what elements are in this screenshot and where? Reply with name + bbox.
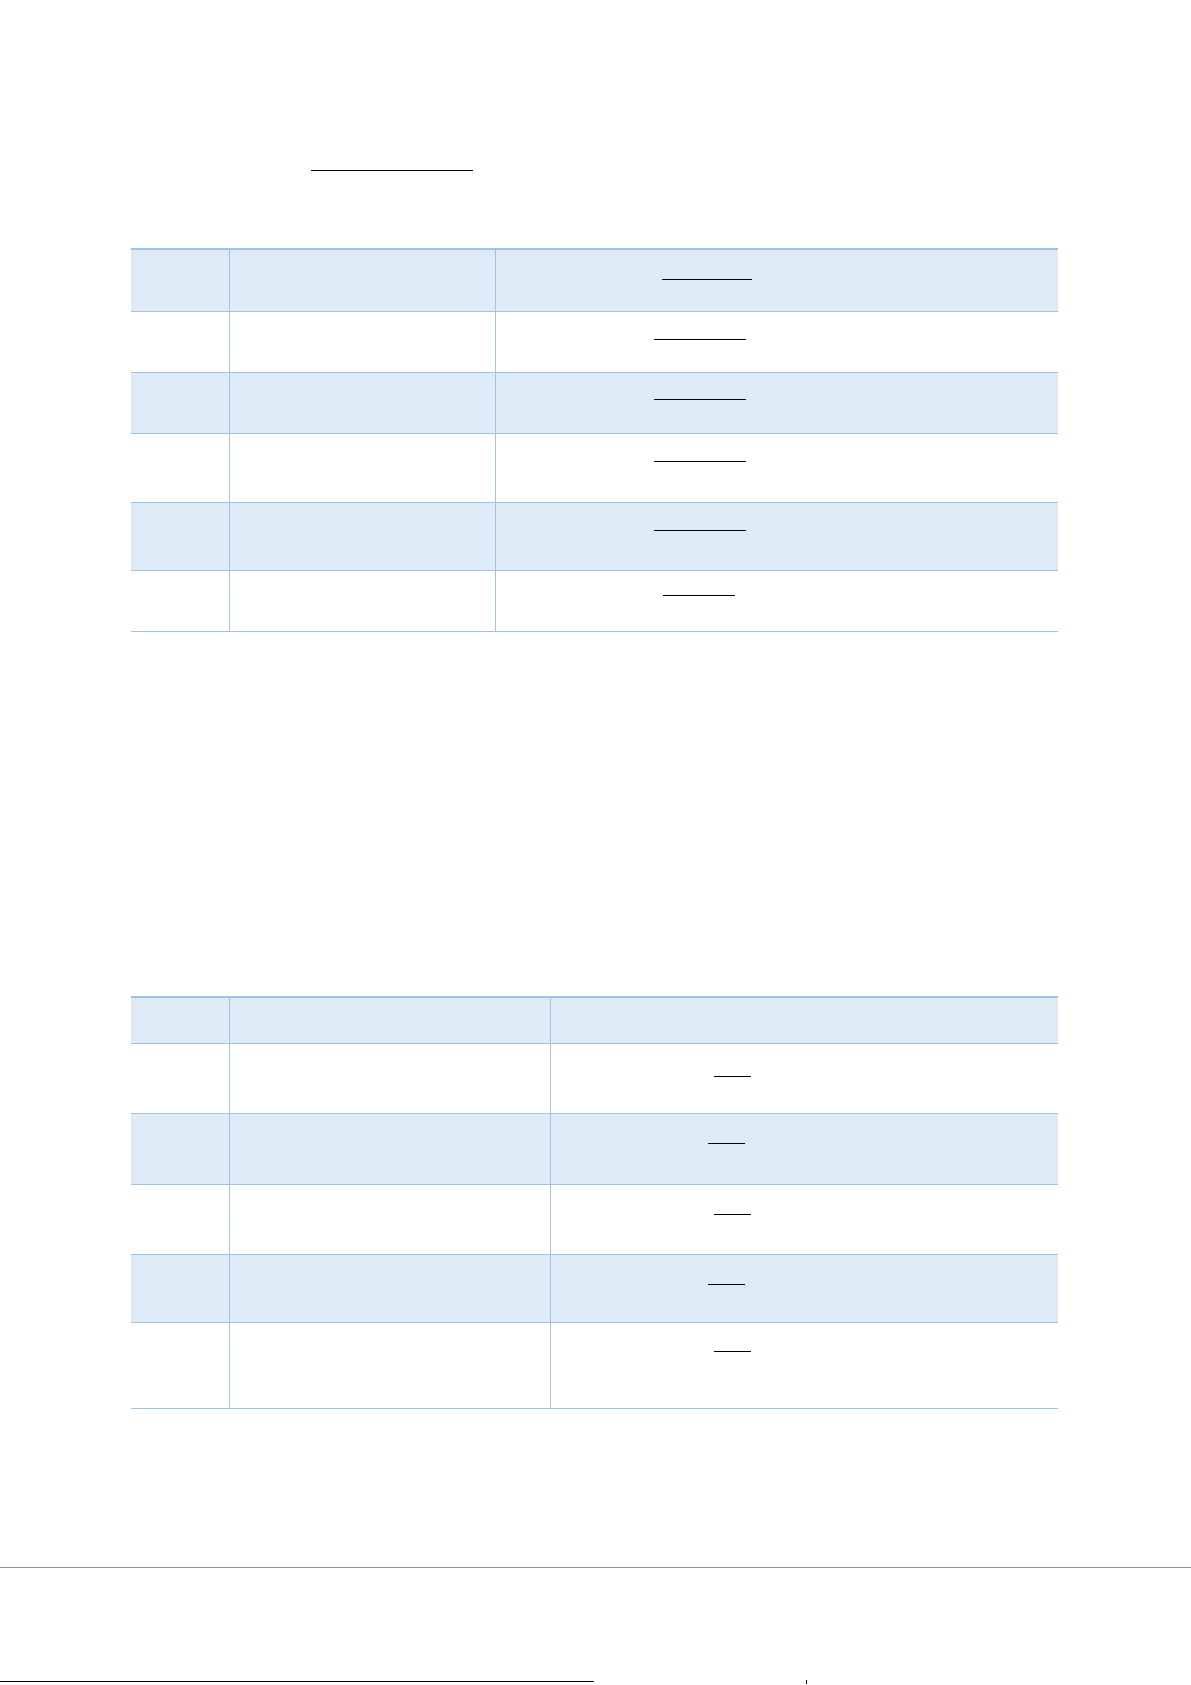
table-row — [131, 249, 1058, 311]
table-cell — [495, 372, 1058, 433]
table-cell — [550, 997, 1058, 1043]
table-row — [131, 1184, 1058, 1254]
table-cell — [550, 1184, 1058, 1254]
table-2 — [131, 996, 1058, 1409]
table-1 — [131, 248, 1058, 632]
table-row — [131, 372, 1058, 433]
underline-mark — [663, 595, 735, 596]
table-row — [131, 1254, 1058, 1322]
table-row — [131, 502, 1058, 570]
table-cell — [550, 1322, 1058, 1408]
heading-underline — [311, 170, 473, 171]
table-cell — [229, 1043, 550, 1113]
table-row — [131, 311, 1058, 372]
underline-mark — [714, 1214, 751, 1215]
table-cell — [131, 502, 229, 570]
table-cell — [550, 1254, 1058, 1322]
table-row — [131, 433, 1058, 502]
table-cell — [495, 311, 1058, 372]
table-row — [131, 1043, 1058, 1113]
table-row — [131, 1322, 1058, 1408]
table-cell — [229, 311, 495, 372]
table-cell — [131, 1254, 229, 1322]
underline-mark — [708, 1143, 745, 1144]
table-cell — [550, 1113, 1058, 1184]
table-row — [131, 570, 1058, 631]
footer-divider — [0, 1567, 1191, 1568]
table-cell — [229, 1184, 550, 1254]
table-cell — [229, 372, 495, 433]
table-cell — [229, 1254, 550, 1322]
underline-mark — [654, 461, 746, 462]
table-cell — [131, 372, 229, 433]
footnote-separator — [0, 1681, 594, 1682]
underline-mark — [708, 1284, 745, 1285]
table-cell — [131, 997, 229, 1043]
table-cell — [131, 1322, 229, 1408]
page-mark — [806, 1680, 807, 1684]
underline-mark — [714, 1351, 751, 1352]
table-cell — [495, 570, 1058, 631]
table-cell — [550, 1043, 1058, 1113]
table-cell — [229, 570, 495, 631]
table-cell — [229, 433, 495, 502]
table-row — [131, 997, 1058, 1043]
table-cell — [495, 433, 1058, 502]
underline-mark — [654, 339, 746, 340]
table-cell — [131, 311, 229, 372]
underline-mark — [654, 399, 746, 400]
table-row — [131, 1113, 1058, 1184]
table-cell — [229, 1322, 550, 1408]
table-cell — [229, 997, 550, 1043]
table-cell — [131, 433, 229, 502]
table-cell — [229, 1113, 550, 1184]
table-cell — [131, 1113, 229, 1184]
underline-mark — [654, 530, 746, 531]
table-cell — [229, 249, 495, 311]
table-cell — [131, 249, 229, 311]
table-cell — [495, 249, 1058, 311]
table-cell — [229, 502, 495, 570]
table-cell — [131, 1043, 229, 1113]
table-cell — [495, 502, 1058, 570]
underline-mark — [714, 1076, 751, 1077]
table-cell — [131, 1184, 229, 1254]
underline-mark — [662, 279, 752, 280]
table-cell — [131, 570, 229, 631]
